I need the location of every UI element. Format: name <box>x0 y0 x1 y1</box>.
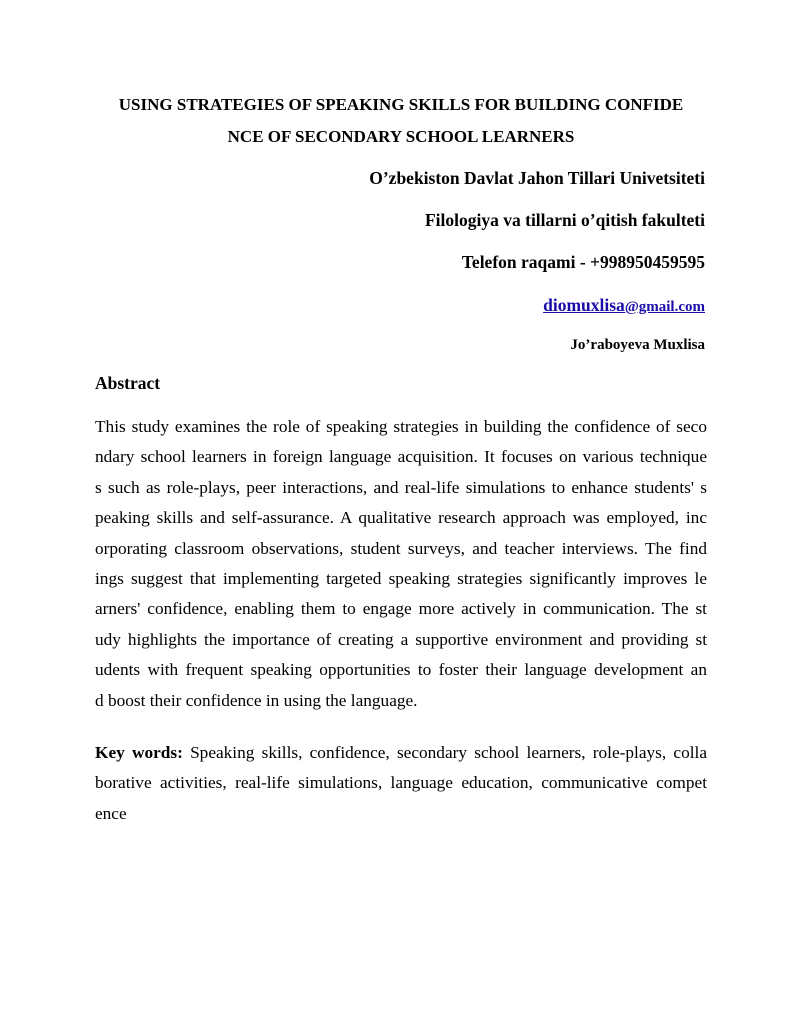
abstract-line: ings suggest that implementing targeted speaking strategies significantly improves le <box>95 568 707 588</box>
email-domain: @gmail.com <box>624 299 705 315</box>
keywords-block <box>95 738 707 829</box>
abstract-line: This study examines the role of speaking strategies in building the confidence of seco <box>95 417 707 436</box>
title-line-2: NCE OF SECONDARY SCHOOL LEARNERS <box>227 127 575 146</box>
abstract-line: ndary school learners in foreign language acquisition. It focuses on various technique <box>95 447 707 467</box>
abstract-heading: Abstract <box>95 373 161 393</box>
email-line <box>543 295 705 316</box>
keywords-line: borative activities, real-life simulations, language education, communicative compet <box>95 773 707 793</box>
abstract-line: udents with frequent speaking opportunities to foster their language development an <box>95 660 707 680</box>
paper-title <box>95 89 707 153</box>
faculty-name: Filologiya va tillarni o’qitish fakulteti <box>424 210 705 230</box>
abstract-line: peaking skills and self-assurance. A qualitative research approach was employed, inc <box>95 508 707 528</box>
abstract-line: s such as role-plays, peer interactions, and real-life simulations to enhance students' s <box>95 477 707 497</box>
abstract-line: arners' confidence, enabling them to engage more actively in communication. The st <box>95 599 707 619</box>
keywords-label: Key words: <box>95 743 183 762</box>
keywords-text: Speaking skills, confidence, secondary school learners, role-plays, colla <box>182 743 707 762</box>
keywords-line: ence <box>95 803 127 823</box>
phone-number: Telefon raqami - +998950459595 <box>461 252 705 272</box>
abstract-line: d boost their confidence in using the language. <box>95 690 418 710</box>
author-name: Jo’raboyeva Muxlisa <box>570 337 705 353</box>
abstract-line: udy highlights the importance of creating a supportive environment and providing st <box>95 629 707 649</box>
abstract-body <box>95 412 707 716</box>
title-line-1: USING STRATEGIES OF SPEAKING SKILLS FOR BUILDING CONFIDE <box>118 95 684 114</box>
email-user: diomuxlisa <box>543 295 625 315</box>
email-link[interactable] <box>543 295 705 315</box>
abstract-line: orporating classroom observations, student surveys, and teacher interviews. The find <box>95 538 707 558</box>
university-name: O’zbekiston Davlat Jahon Tillari Univetsiteti <box>369 168 705 188</box>
keywords-line <box>95 738 707 768</box>
